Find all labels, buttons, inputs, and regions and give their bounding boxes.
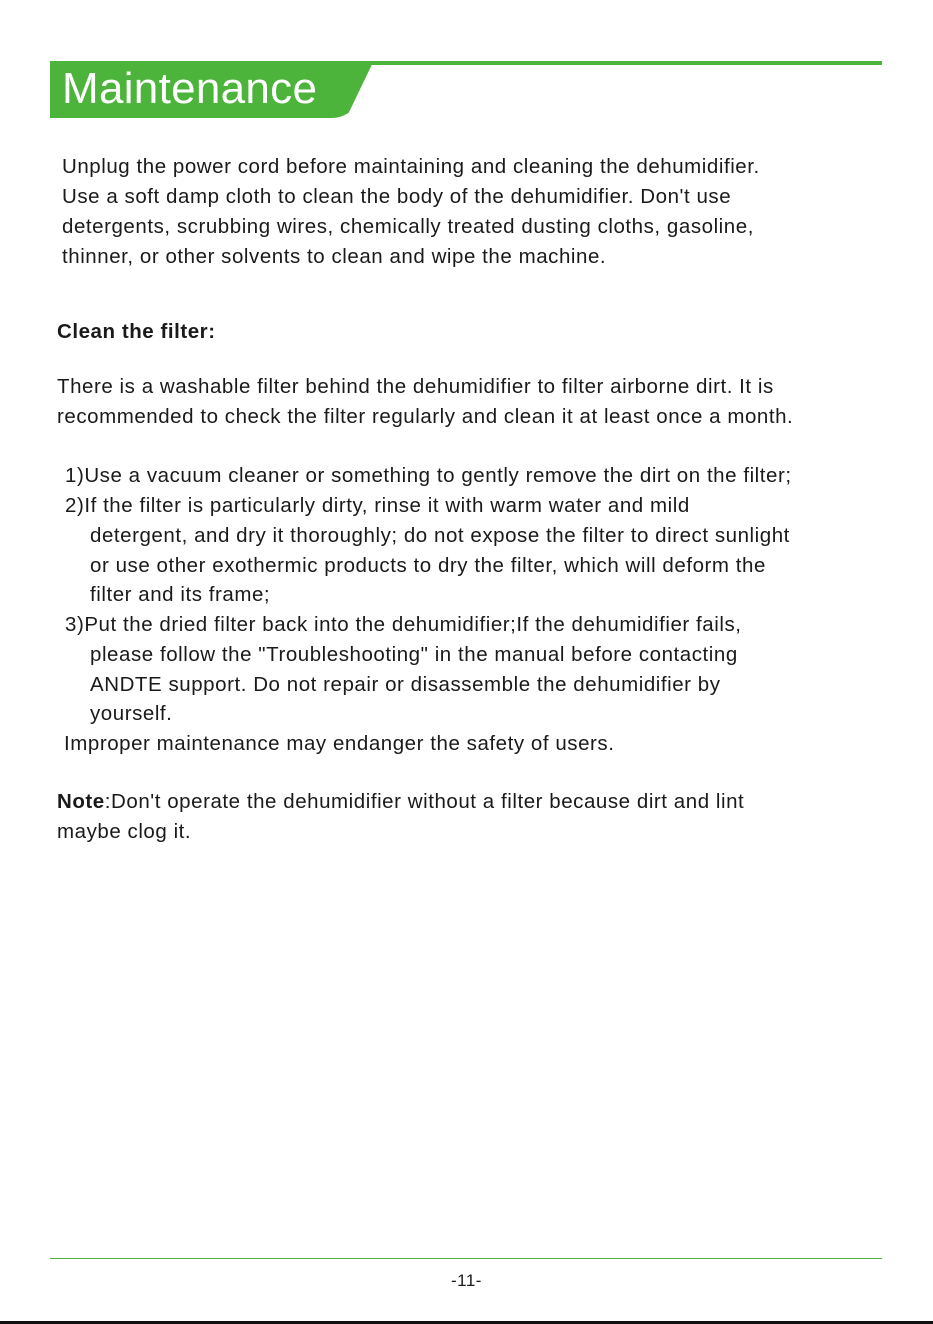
- note-line: [57, 787, 744, 817]
- step-line: filter and its frame;: [90, 583, 271, 606]
- intro-line: thinner, or other solvents to clean and wipe the machine.: [62, 245, 607, 268]
- page-number: -11-: [451, 1271, 482, 1290]
- note-label: Note: [57, 790, 105, 813]
- step-line: yourself.: [90, 702, 173, 725]
- footer-rule: [50, 1258, 882, 1259]
- section-heading: Clean the filter:: [57, 320, 216, 343]
- step-line: 2)If the filter is particularly dirty, rinse it with warm water and mild: [65, 494, 690, 517]
- step-line: or use other exothermic products to dry the filter, which will deform the: [90, 554, 766, 577]
- step-line: ANDTE support. Do not repair or disassemble the dehumidifier by: [90, 673, 721, 696]
- paragraph-line: recommended to check the filter regularly and clean it at least once a month.: [57, 405, 794, 428]
- step-line: 3)Put the dried filter back into the dehumidifier;If the dehumidifier fails,: [65, 613, 742, 636]
- page-title: Maintenance: [62, 64, 318, 113]
- paragraph-line: There is a washable filter behind the dehumidifier to filter airborne dirt. It is: [57, 375, 774, 398]
- step-line: please follow the "Troubleshooting" in the manual before contacting: [90, 643, 738, 666]
- intro-line: Unplug the power cord before maintaining and cleaning the dehumidifier.: [62, 155, 760, 178]
- intro-line: Use a soft damp cloth to clean the body of the dehumidifier. Don't use: [62, 185, 732, 208]
- note-line: maybe clog it.: [57, 820, 192, 843]
- step-line: detergent, and dry it thoroughly; do not expose the filter to direct sunlight: [90, 524, 790, 547]
- step-line: 1)Use a vacuum cleaner or something to gently remove the dirt on the filter;: [65, 464, 792, 487]
- warning-text: Improper maintenance may endanger the safety of users.: [64, 732, 615, 755]
- intro-line: detergents, scrubbing wires, chemically treated dusting cloths, gasoline,: [62, 215, 754, 238]
- note-text: :Don't operate the dehumidifier without a filter because dirt and lint: [104, 790, 745, 813]
